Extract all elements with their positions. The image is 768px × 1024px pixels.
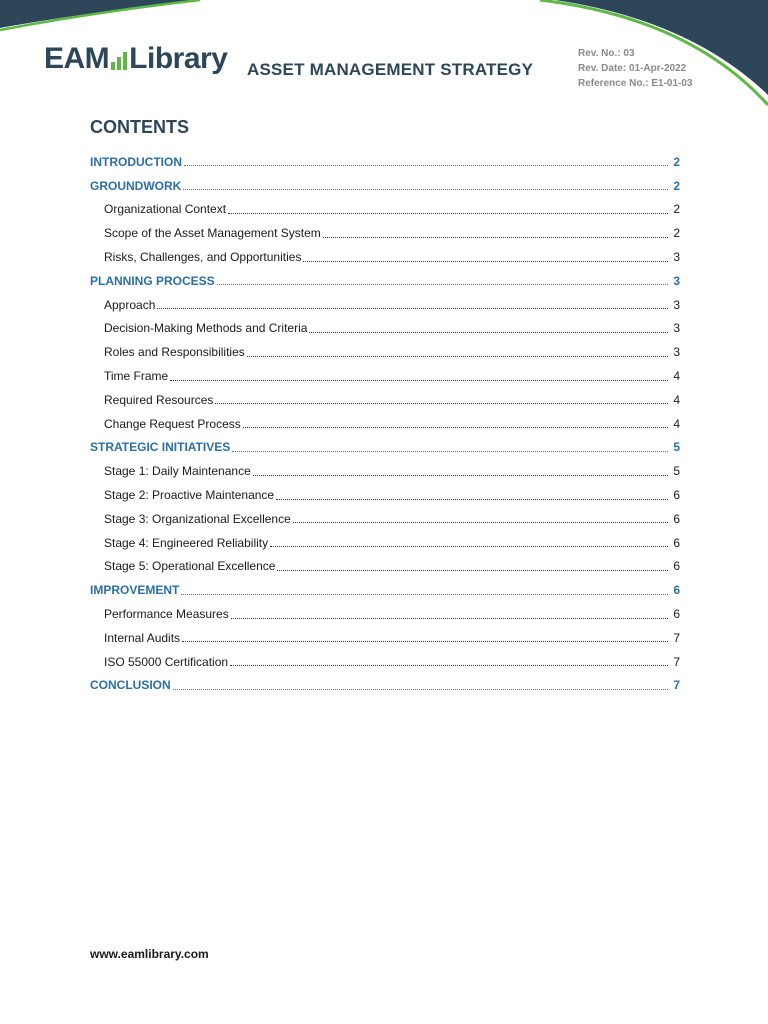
toc-subsection-entry[interactable] (90, 317, 680, 341)
toc-entry-label: STRATEGIC INITIATIVES (90, 440, 231, 455)
toc-entry-label: CONCLUSION (90, 678, 171, 693)
toc-page-number: 6 (673, 535, 680, 550)
revision-info (578, 46, 693, 91)
toc-subsection-entry[interactable] (90, 626, 680, 650)
toc-subsection-entry[interactable] (90, 364, 680, 388)
toc-dot-leader (173, 689, 668, 690)
toc-dot-leader (303, 261, 668, 262)
toc-section-entry[interactable] (90, 269, 680, 293)
toc-page-number: 7 (673, 654, 680, 669)
toc-dot-leader (183, 189, 668, 190)
footer-website[interactable]: www.eamlibrary.com (90, 947, 209, 961)
toc-dot-leader (243, 427, 668, 428)
toc-dot-leader (170, 380, 668, 381)
toc-entry-label: Organizational Context (104, 202, 227, 217)
toc-entry-label: Performance Measures (104, 607, 229, 622)
toc-subsection-entry[interactable] (90, 388, 680, 412)
toc-page-number: 6 (673, 559, 680, 574)
toc-dot-leader (309, 332, 668, 333)
toc-entry-label: IMPROVEMENT (90, 583, 180, 598)
toc-dot-leader (215, 403, 668, 404)
reference-number: Reference No.: E1-01-03 (578, 78, 693, 89)
toc-page-number: 4 (673, 392, 680, 407)
toc-page-number: 6 (673, 511, 680, 526)
toc-page-number: 3 (673, 297, 680, 312)
toc-entry-label: Time Frame (104, 369, 169, 384)
toc-dot-leader (184, 165, 668, 166)
toc-dot-leader (276, 499, 668, 500)
toc-dot-leader (253, 475, 668, 476)
toc-entry-label: Stage 1: Daily Maintenance (104, 464, 251, 479)
toc-page-number: 5 (673, 440, 680, 455)
revision-number: Rev. No.: 03 (578, 48, 635, 59)
toc-subsection-entry[interactable] (90, 245, 680, 269)
toc-entry-label: GROUNDWORK (90, 178, 182, 193)
toc-entry-label: PLANNING PROCESS (90, 273, 215, 288)
toc-entry-label: ISO 55000 Certification (104, 654, 229, 669)
toc-dot-leader (217, 284, 668, 285)
table-of-contents (90, 150, 680, 697)
toc-dot-leader (247, 356, 668, 357)
logo-bars-icon (111, 48, 127, 70)
toc-page-number: 2 (673, 154, 680, 169)
toc-page-number: 4 (673, 369, 680, 384)
toc-entry-label: Stage 2: Proactive Maintenance (104, 488, 275, 503)
toc-dot-leader (157, 308, 668, 309)
toc-subsection-entry[interactable] (90, 602, 680, 626)
toc-page-number: 6 (673, 583, 680, 598)
toc-dot-leader (182, 641, 668, 642)
toc-page-number: 3 (673, 273, 680, 288)
document-title: ASSET MANAGEMENT STRATEGY (247, 60, 534, 79)
toc-subsection-entry[interactable] (90, 483, 680, 507)
toc-dot-leader (231, 618, 668, 619)
toc-dot-leader (323, 237, 668, 238)
toc-page-number: 2 (673, 202, 680, 217)
toc-dot-leader (181, 594, 668, 595)
toc-page-number: 6 (673, 488, 680, 503)
toc-page-number: 7 (673, 630, 680, 645)
logo-text-eam: EAM (44, 42, 110, 75)
toc-subsection-entry[interactable] (90, 459, 680, 483)
logo-text-library: Library (129, 42, 228, 75)
toc-section-entry[interactable] (90, 150, 680, 174)
toc-subsection-entry[interactable] (90, 221, 680, 245)
toc-page-number: 2 (673, 226, 680, 241)
toc-entry-label: Required Resources (104, 392, 214, 407)
toc-page-number: 7 (673, 678, 680, 693)
toc-subsection-entry[interactable] (90, 555, 680, 579)
toc-entry-label: Risks, Challenges, and Opportunities (104, 250, 302, 265)
toc-subsection-entry[interactable] (90, 650, 680, 674)
toc-entry-label: Internal Audits (104, 630, 181, 645)
toc-entry-label: Decision-Making Methods and Criteria (104, 321, 308, 336)
toc-entry-label: Approach (104, 297, 156, 312)
toc-subsection-entry[interactable] (90, 293, 680, 317)
toc-entry-label: Stage 4: Engineered Reliability (104, 535, 269, 550)
toc-page-number: 5 (673, 464, 680, 479)
toc-section-entry[interactable] (90, 174, 680, 198)
toc-page-number: 2 (673, 178, 680, 193)
toc-subsection-entry[interactable] (90, 531, 680, 555)
toc-dot-leader (270, 546, 668, 547)
contents-heading: CONTENTS (90, 117, 189, 137)
toc-entry-label: Stage 3: Organizational Excellence (104, 511, 291, 526)
toc-dot-leader (230, 665, 668, 666)
toc-dot-leader (293, 522, 668, 523)
toc-page-number: 3 (673, 321, 680, 336)
toc-subsection-entry[interactable] (90, 507, 680, 531)
toc-dot-leader (277, 570, 668, 571)
toc-entry-label: Stage 5: Operational Excellence (104, 559, 276, 574)
toc-entry-label: INTRODUCTION (90, 154, 182, 169)
revision-date: Rev. Date: 01-Apr-2022 (578, 63, 687, 74)
toc-page-number: 4 (673, 416, 680, 431)
toc-entry-label: Roles and Responsibilities (104, 345, 245, 360)
toc-page-number: 6 (673, 607, 680, 622)
toc-section-entry[interactable] (90, 674, 680, 698)
toc-dot-leader (232, 451, 668, 452)
toc-subsection-entry[interactable] (90, 198, 680, 222)
toc-section-entry[interactable] (90, 578, 680, 602)
toc-page-number: 3 (673, 345, 680, 360)
toc-dot-leader (228, 213, 668, 214)
toc-entry-label: Change Request Process (104, 416, 241, 431)
toc-page-number: 3 (673, 250, 680, 265)
eamlibrary-logo (44, 42, 227, 76)
toc-subsection-entry[interactable] (90, 412, 680, 436)
toc-entry-label: Scope of the Asset Management System (104, 226, 321, 241)
toc-section-entry[interactable] (90, 436, 680, 460)
toc-subsection-entry[interactable] (90, 340, 680, 364)
